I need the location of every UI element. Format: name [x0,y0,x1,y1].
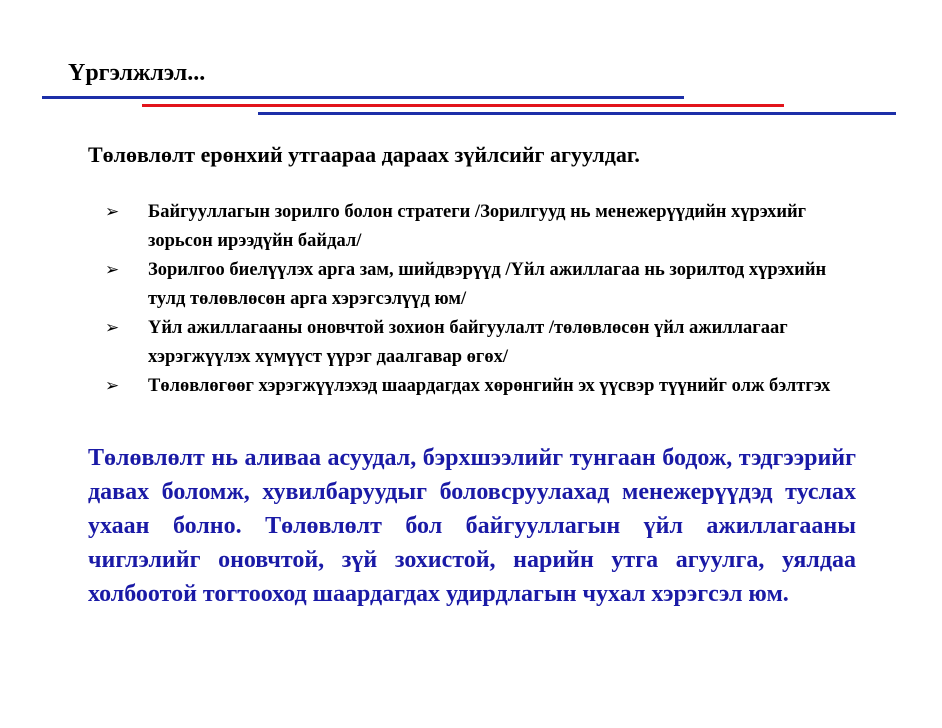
arrow-bullet-icon: ➢ [105,202,120,222]
bullet-item [105,256,865,314]
bullet-item [105,314,865,372]
bullet-item [105,372,865,401]
arrow-bullet-icon: ➢ [105,318,120,338]
bullet-text: Зорилгоо биелүүлэх арга зам, шийдвэрүүд /Үйл ажиллагаа нь зорилтод хүрэхийн тулд төлөвлөсөн арга хэрэгсэлүүд юм/ [148,260,827,309]
bullet-list [105,198,865,401]
arrow-bullet-icon: ➢ [105,376,120,396]
decor-line-blue-top [42,96,684,99]
bullet-text: Үйл ажиллагааны оновчтой зохион байгуулалт /төлөвлөсөн үйл ажиллагааг хэрэгжүүлэх хүмүүст үүрэг даалгавар өгөх/ [148,318,788,367]
bullet-item [105,198,865,256]
decor-line-blue-bottom [258,112,896,115]
bullet-text: Төлөвлөгөөг хэрэгжүүлэхэд шаардагдах хөрөнгийн эх үүсвэр түүнийг олж бэлтгэх [148,376,831,396]
decor-line-red-middle [142,104,784,107]
body-paragraph: Төлөвлөлт нь аливаа асуудал, бэрхшээлийг тунгаан бодож, тэдгээрийг давах боломж, хувилбаруудыг боловсруулахад менежерүүдэд туслах ухаан болно. Төлөвлөлт бол байгууллагын үйл ажиллагааны чиглэлийг оновчтой, зүй зохистой, нарийн утга агуулга, уялдаа холбоотой тогтооход шаардагдах удирдлагын чухал хэрэгсэл юм. [88,445,856,607]
arrow-bullet-icon: ➢ [105,260,120,280]
bullet-text: Байгууллагын зорилго болон стратеги /Зорилгууд нь менежерүүдийн хүрэхийг зорьсон ирээдүйн байдал/ [148,202,807,251]
slide-title: Үргэлжлэл... [68,60,206,86]
intro-text: Төлөвлөлт ерөнхий утгаараа дараах зүйлсийг агуулдаг. [88,142,640,167]
